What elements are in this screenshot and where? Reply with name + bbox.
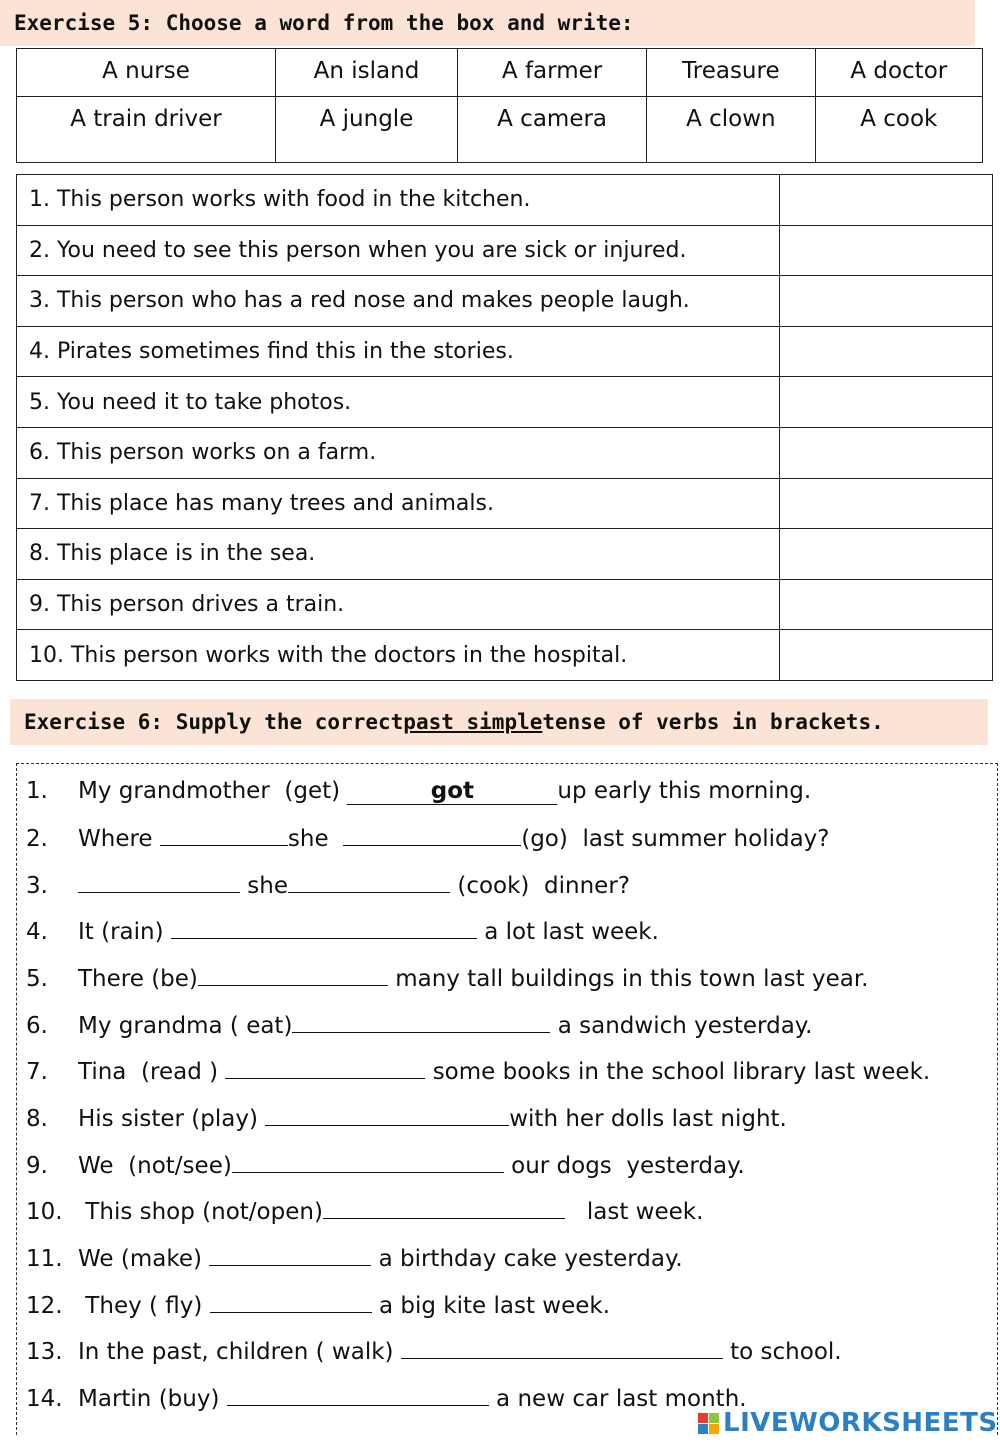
question-row [17, 377, 993, 428]
answer-blank[interactable] [198, 965, 388, 986]
question-text: 6. This person works on a farm. [17, 427, 780, 478]
question-table [16, 174, 993, 681]
item-number: 5. [26, 966, 48, 992]
exercise-6-title: Exercise 6: Supply the correct past simple tense of verbs in brackets. [10, 699, 988, 745]
word-cell: A jungle [275, 97, 457, 163]
question-text: 9. This person drives a train. [17, 579, 780, 630]
item-text: a sandwich yesterday. [550, 1013, 813, 1039]
item-text: We (not/see) [78, 1153, 232, 1179]
item-text: His sister (play) [78, 1106, 266, 1132]
item-number: 12. [26, 1293, 63, 1319]
question-row [17, 326, 993, 377]
exercise-item [26, 965, 868, 1005]
answer-blank[interactable] [171, 918, 477, 939]
item-text: Tina (read ) [78, 1059, 226, 1085]
answer-cell[interactable] [780, 225, 993, 276]
item-text: Where [78, 826, 160, 852]
item-text: It (rain) [78, 919, 171, 945]
question-text: 8. This place is in the sea. [17, 529, 780, 580]
word-box [16, 48, 983, 163]
answer-blank[interactable] [232, 1152, 504, 1173]
item-text: (cook) dinner? [450, 873, 630, 899]
item-text: My grandmother (get) [78, 778, 348, 804]
item-text: a birthday cake yesterday. [371, 1246, 683, 1272]
answer-blank[interactable] [343, 825, 521, 846]
word-cell: A farmer [458, 49, 647, 97]
question-row [17, 529, 993, 580]
word-row [17, 97, 983, 163]
exercise-item [26, 1152, 745, 1192]
answer-blank[interactable] [401, 1338, 723, 1359]
item-text: our dogs yesterday. [503, 1153, 745, 1179]
item-text: There (be) [78, 966, 198, 992]
item-text: last week. [564, 1199, 704, 1225]
answer-cell[interactable] [780, 175, 993, 226]
question-text: 4. Pirates sometimes find this in the stories. [17, 326, 780, 377]
item-number: 4. [26, 919, 48, 945]
item-text: (go) last summer holiday? [521, 826, 830, 852]
exercise-5-title: Exercise 5: Choose a word from the box and write: [0, 0, 975, 46]
item-number: 10. [26, 1199, 63, 1225]
question-row [17, 478, 993, 529]
answer-blank[interactable] [292, 1012, 550, 1033]
answer-cell[interactable] [780, 427, 993, 478]
item-text: with her dolls last night. [509, 1106, 787, 1132]
word-cell: A cook [815, 97, 982, 163]
item-text: Martin (buy) [78, 1386, 227, 1412]
answer-cell[interactable] [780, 478, 993, 529]
word-cell: A train driver [17, 97, 276, 163]
answer-cell[interactable] [780, 326, 993, 377]
question-text: 1. This person works with food in the kitchen. [17, 175, 780, 226]
answer-blank[interactable] [209, 1245, 371, 1266]
question-row [17, 579, 993, 630]
item-number: 8. [26, 1106, 48, 1132]
item-text: to school. [722, 1339, 842, 1365]
exercise-item [26, 1292, 610, 1332]
exercise-item [26, 918, 659, 958]
exercise-item [26, 1012, 812, 1052]
item-text: she [287, 826, 344, 852]
item-text: We (make) [78, 1246, 210, 1272]
question-text: 2. You need to see this person when you are sick or injured. [17, 225, 780, 276]
liveworksheets-logo: LIVEWORKSHEETS [698, 1408, 998, 1438]
question-row [17, 630, 993, 681]
question-text: 3. This person who has a red nose and makes people laugh. [17, 276, 780, 327]
item-text: some books in the school library last week. [425, 1059, 931, 1085]
answer-cell[interactable] [780, 276, 993, 327]
word-row [17, 49, 983, 97]
word-cell: An island [275, 49, 457, 97]
question-text: 5. You need it to take photos. [17, 377, 780, 428]
item-text: a new car last month. [488, 1386, 747, 1412]
item-text: In the past, children ( walk) [78, 1339, 401, 1365]
answer-blank[interactable] [78, 872, 240, 893]
exercise-item [26, 825, 830, 865]
question-text: 10. This person works with the doctors in the hospital. [17, 630, 780, 681]
exercise-item [26, 778, 811, 818]
answer-blank[interactable] [225, 1058, 425, 1079]
answer-cell[interactable] [780, 529, 993, 580]
word-cell: Treasure [647, 49, 815, 97]
question-row [17, 225, 993, 276]
word-cell: A doctor [815, 49, 982, 97]
item-number: 1. [26, 778, 48, 804]
exercise-item [26, 1105, 787, 1145]
answer-blank[interactable] [265, 1105, 509, 1126]
exercise-item [26, 1385, 747, 1425]
item-text: My grandma ( eat) [78, 1013, 293, 1039]
item-text: They ( fly) [78, 1293, 210, 1319]
exercise-item [26, 872, 630, 912]
word-cell: A clown [647, 97, 815, 163]
item-number: 3. [26, 873, 48, 899]
answer-blank[interactable] [210, 1292, 372, 1313]
item-number: 11. [26, 1246, 63, 1272]
logo-mark-icon [698, 1413, 719, 1434]
item-number: 2. [26, 826, 48, 852]
answer-cell[interactable] [780, 377, 993, 428]
item-text: she [240, 873, 289, 899]
answer-filled[interactable]: got [347, 778, 557, 805]
question-text: 7. This place has many trees and animals. [17, 478, 780, 529]
exercise-item [26, 1245, 683, 1285]
answer-blank[interactable] [227, 1385, 489, 1406]
exercise-item [26, 1058, 930, 1098]
question-row [17, 276, 993, 327]
answer-blank[interactable] [323, 1198, 565, 1219]
word-cell: A camera [458, 97, 647, 163]
item-number: 7. [26, 1059, 48, 1085]
exercise-item [26, 1338, 842, 1378]
answer-cell[interactable] [780, 579, 993, 630]
item-text: This shop (not/open) [78, 1199, 323, 1225]
answer-cell[interactable] [780, 630, 993, 681]
item-text: a lot last week. [476, 919, 659, 945]
item-number: 6. [26, 1013, 48, 1039]
item-text: many tall buildings in this town last year. [387, 966, 869, 992]
exercise-item [26, 1198, 703, 1238]
question-row [17, 175, 993, 226]
question-row [17, 427, 993, 478]
item-text: a big kite last week. [371, 1293, 611, 1319]
answer-blank[interactable] [160, 825, 288, 846]
word-cell: A nurse [17, 49, 276, 97]
item-number: 13. [26, 1339, 63, 1365]
item-number: 14. [26, 1386, 63, 1412]
answer-blank[interactable] [288, 872, 450, 893]
item-number: 9. [26, 1153, 48, 1179]
item-text: up early this morning. [557, 778, 812, 804]
